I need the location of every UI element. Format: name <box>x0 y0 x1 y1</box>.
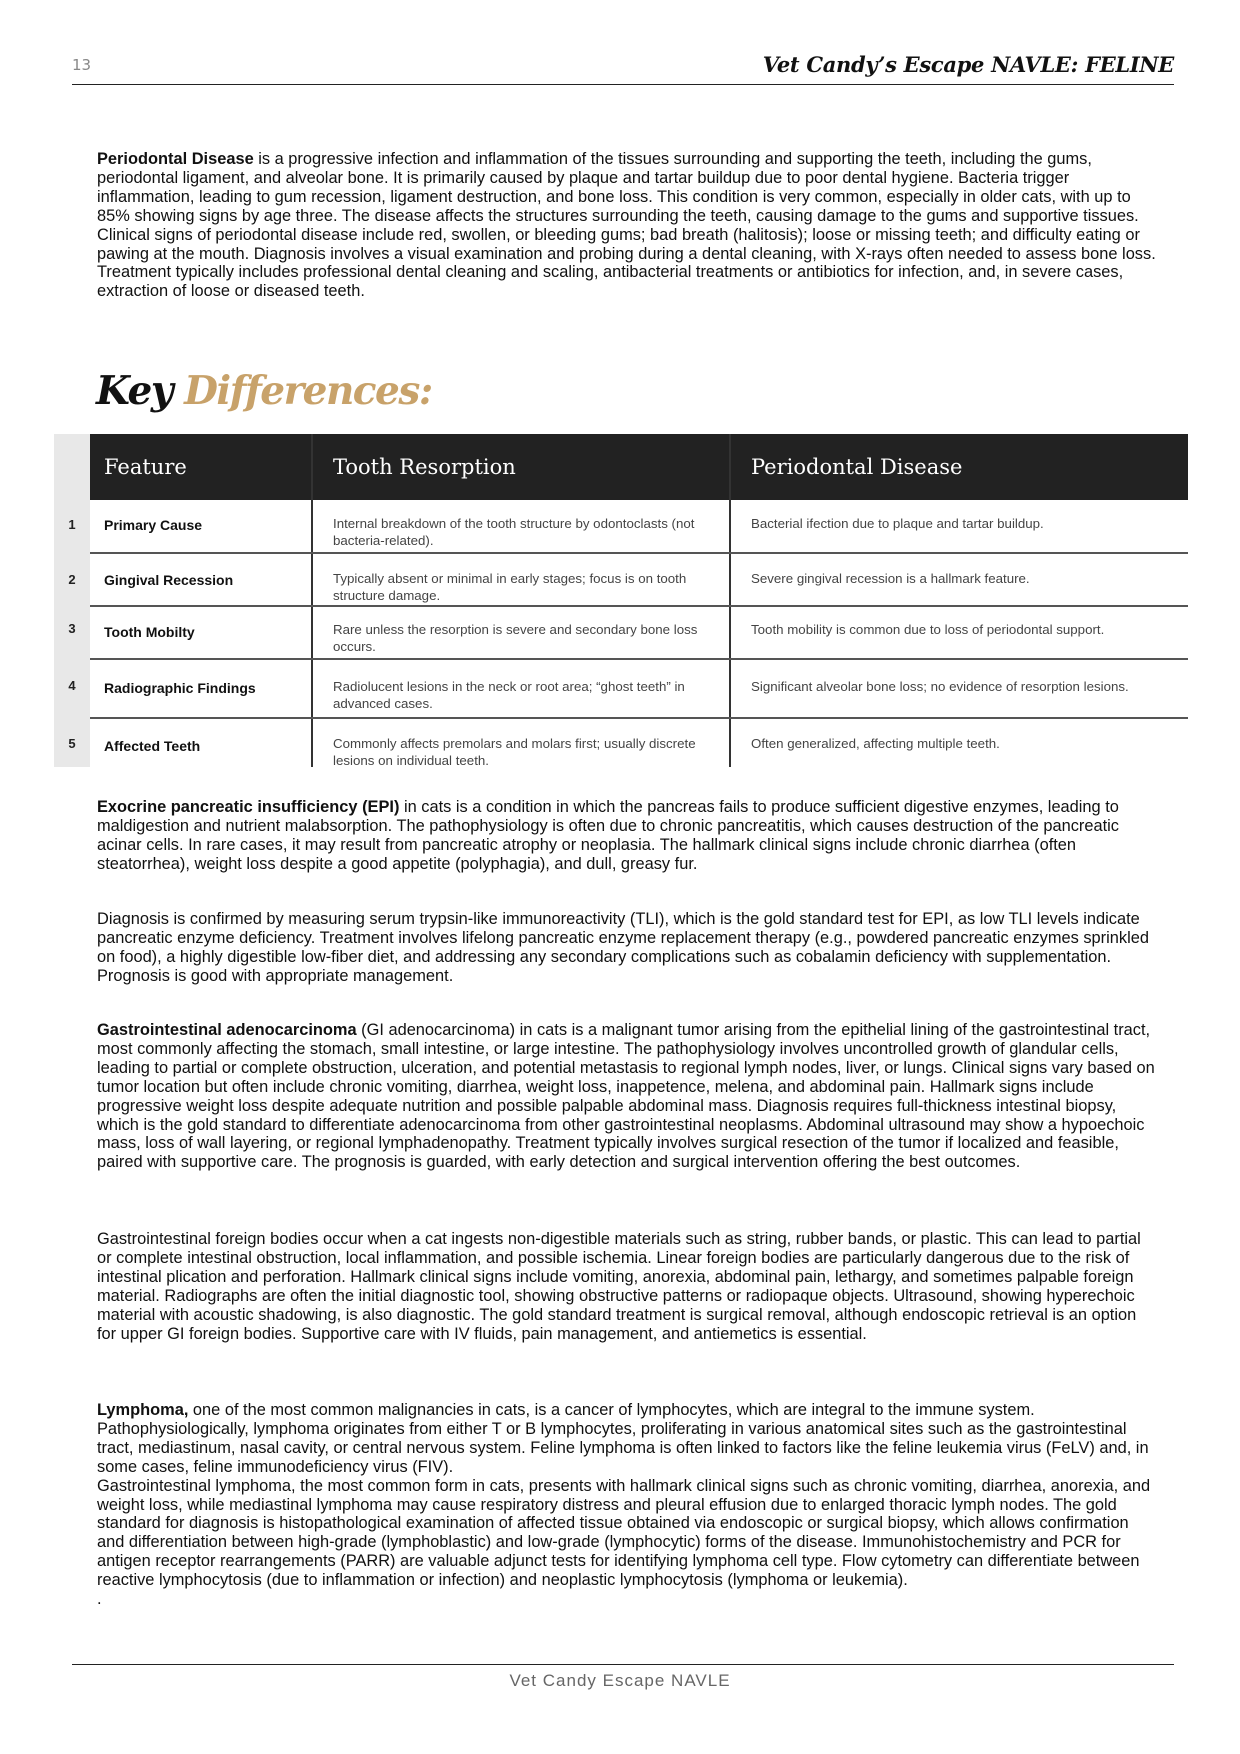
footer-text: Vet Candy Escape NAVLE <box>509 1671 731 1690</box>
periodontal-term: Periodontal Disease <box>97 150 254 168</box>
row-divider <box>90 717 1188 719</box>
lymphoma-term: Lymphoma, <box>97 1401 189 1419</box>
periodontal-text-1: is a progressive infection and inflammation of the tissues surrounding and supporting the teeth, including the gums, periodontal ligament, and alveolar bone. It is primarily caused by plaque and tartar buildup due to poor dental hygiene. Bacteria trigger inflammation, leading to gum recession, ligament destruction, and bone loss. This condition is very common, especially in older cats, with up to 85% showing signs by age three. The disease affects the structures surrounding the teeth, causing damage to the gums and supportive tissues. <box>97 150 1139 225</box>
table-cell-tooth-resorption: Commonly affects premolars and molars first; usually discrete lesions on individual teeth. <box>333 736 696 768</box>
table-cell-tooth-resorption: Radiolucent lesions in the neck or root area; “ghost teeth” in advanced cases. <box>333 679 685 711</box>
lymphoma-paragraph-2: Gastrointestinal lymphoma, the most common form in cats, presents with hallmark clinical signs such as chronic vomiting, diarrhea, anorexia, and weight loss, while mediastinal lymphoma may cause respiratory distress and pleural effusion due to enlarged thoracic lymph nodes. The gold standard for diagnosis is histopathological examination of affected tissue obtained via endoscopic or surgical biopsy, which allows confirmation and differentiation between high-grade (lymphoblastic) and low-grade (lymphocytic) forms of the disease. Immunohistochemistry and PCR for antigen receptor rearrangements (PARR) are valuable adjunct tests for identifying lymphoma cell type. Flow cytometry can differentiate between reactive lymphocytosis (due to inflammation or infection) and neoplastic lymphocytosis (lymphoma or leukemia). <box>97 1476 1151 1590</box>
header-title: Vet Candy’s Escape NAVLE: FELINE <box>762 52 1174 77</box>
row-number: 5 <box>68 736 76 751</box>
row-number: 2 <box>68 572 76 587</box>
lymphoma-text-1: one of the most common malignancies in cats, is a cancer of lymphocytes, which are integral to the immune system. Pathophysiologically, lymphoma originates from either T or B lymphocytes, proliferating in various anatomical sites such as the gastrointestinal tract, mediastinum, nasal cavity, or central nervous system. Feline lymphoma is often linked to factors like the feline leukemia virus (FeLV) and, in some cases, feline immunodeficiency virus (FIV). <box>97 1401 1149 1476</box>
header-periodontal: Periodontal Disease <box>751 455 963 479</box>
gi-adenocarcinoma-paragraph <box>97 1021 1159 1172</box>
row-number: 1 <box>68 517 76 532</box>
row-divider <box>90 552 1188 554</box>
header-rule <box>72 84 1174 85</box>
gi-adenocarcinoma-term: Gastrointestinal adenocarcinoma <box>97 1021 357 1039</box>
diagnosis-paragraph: Diagnosis is confirmed by measuring serum trypsin-like immunoreactivity (TLI), which is the gold standard test for EPI, as low TLI levels indicate pancreatic enzyme deficiency. Treatment involves lifelong pancreatic enzyme replacement therapy (e.g., powdered pancreatic enzymes sprinkled on food), a highly digestible low-fiber diet, and addressing any secondary complications such as cobalamin deficiency with supplementation. Prognosis is good with appropriate management. <box>97 910 1149 985</box>
table-cell-periodontal: Often generalized, affecting multiple teeth. <box>751 736 1000 751</box>
diagnosis-section <box>97 910 1159 986</box>
table-cell-periodontal: Severe gingival recession is a hallmark feature. <box>751 571 1030 586</box>
epi-section <box>97 798 1159 874</box>
table-cell-feature: Gingival Recession <box>104 572 234 588</box>
table-cell-tooth-resorption: Internal breakdown of the tooth structure by odontoclasts (not bacteria-related). <box>333 516 695 548</box>
header-tooth-resorption: Tooth Resorption <box>333 455 516 479</box>
footer-rule <box>72 1664 1174 1665</box>
page-number: 13 <box>72 56 92 74</box>
key-heading-part2: Differences: <box>184 368 432 414</box>
lymphoma-paragraph-1 <box>97 1401 1159 1477</box>
epi-paragraph <box>97 798 1159 874</box>
table-cell-periodontal: Significant alveolar bone loss; no evidence of resorption lesions. <box>751 679 1129 694</box>
foreign-bodies-section <box>97 1230 1159 1343</box>
row-divider <box>90 605 1188 607</box>
row-number-column <box>54 434 90 767</box>
gi-adenocarcinoma-text: (GI adenocarcinoma) in cats is a malignant tumor arising from the epithelial lining of the gastrointestinal tract, most commonly affecting the stomach, small intestine, or large intestine. The pathophysiology involves uncontrolled growth of glandular cells, leading to partial or complete obstruction, ulceration, and potential metastasis to regional lymph nodes, liver, or lungs. Clinical signs vary based on tumor location but often include chronic vomiting, diarrhea, weight loss, inappetence, melena, and abdominal pain. Hallmark signs include progressive weight loss despite adequate nutrition and possible palpable abdominal mass. Diagnosis requires full-thickness intestinal biopsy, which is the gold standard to differentiate adenocarcinoma from other gastrointestinal neoplasms. Abdominal ultrasound may show a hypoechoic mass, loss of wall layering, or regional lymphadenopathy. Treatment typically involves surgical resection of the tumor if localized and feasible, paired with supportive care. The prognosis is guarded, with early detection and surgical intervention offering the best outcomes. <box>97 1021 1155 1172</box>
row-divider <box>90 658 1188 660</box>
epi-term: Exocrine pancreatic insufficiency (EPI) <box>97 798 400 816</box>
table-cell-feature: Affected Teeth <box>104 738 201 754</box>
table-cell-tooth-resorption: Rare unless the resorption is severe and secondary bone loss occurs. <box>333 622 698 654</box>
lymphoma-trailing-dot: . <box>97 1590 102 1609</box>
table-cell-feature: Primary Cause <box>104 517 203 533</box>
periodontal-section <box>97 150 1159 301</box>
table-cell-periodontal: Bacterial ifection due to plaque and tartar buildup. <box>751 516 1044 531</box>
key-heading-part1: Key <box>96 368 173 414</box>
row-number: 3 <box>68 621 76 636</box>
comparison-table <box>54 434 1188 767</box>
table-cell-periodontal: Tooth mobility is common due to loss of periodontal support. <box>751 622 1105 637</box>
table-cell-tooth-resorption: Typically absent or minimal in early stages; focus is on tooth structure damage. <box>333 571 687 603</box>
table-cell-feature: Tooth Mobilty <box>104 624 195 640</box>
table-header <box>90 434 1188 500</box>
row-number: 4 <box>68 678 76 693</box>
epi-text: in cats is a condition in which the pancreas fails to produce sufficient digestive enzymes, leading to maldigestion and nutrient malabsorption. The pathophysiology is often due to chronic pancreatitis, which causes destruction of the pancreatic acinar cells. In rare cases, it may result from pancreatic atrophy or neoplasia. The hallmark clinical signs include chronic diarrhea (often steatorrhea), weight loss despite a good appetite (polyphagia), and dull, greasy fur. <box>97 798 1119 873</box>
table-cell-feature: Radiographic Findings <box>104 680 256 696</box>
key-differences-heading <box>96 368 432 414</box>
foreign-bodies-paragraph: Gastrointestinal foreign bodies occur when a cat ingests non-digestible materials such as string, rubber bands, or plastic. This can lead to partial or complete intestinal obstruction, local inflammation, and possible ischemia. Linear foreign bodies are particularly dangerous due to the risk of intestinal plication and perforation. Hallmark clinical signs include vomiting, anorexia, abdominal pain, lethargy, and sometimes palpable foreign material. Radiographs are often the initial diagnostic tool, showing obstructive patterns or radiopaque objects. Ultrasound, showing hyperechoic material with acoustic shadowing, is also diagnostic. The gold standard treatment is surgical removal, although endoscopic retrieval is an option for upper GI foreign bodies. Supportive care with IV fluids, pain management, and antiemetics is essential. <box>97 1230 1141 1343</box>
periodontal-paragraph-2: Clinical signs of periodontal disease include red, swollen, or bleeding gums; bad breath (halitosis); loose or missing teeth; and difficulty eating or pawing at the mouth. Diagnosis involves a visual examination and probing during a dental cleaning, with X-rays often needed to assess bone loss. <box>97 225 1156 263</box>
lymphoma-section <box>97 1401 1159 1609</box>
gi-adenocarcinoma-section <box>97 1021 1159 1172</box>
periodontal-paragraph-1 <box>97 150 1159 226</box>
periodontal-paragraph-3: Treatment typically includes professional dental cleaning and scaling, antibacterial treatments or antibiotics for infection, and, in severe cases, extraction of loose or diseased teeth. <box>97 263 1124 301</box>
header-feature: Feature <box>104 455 187 479</box>
